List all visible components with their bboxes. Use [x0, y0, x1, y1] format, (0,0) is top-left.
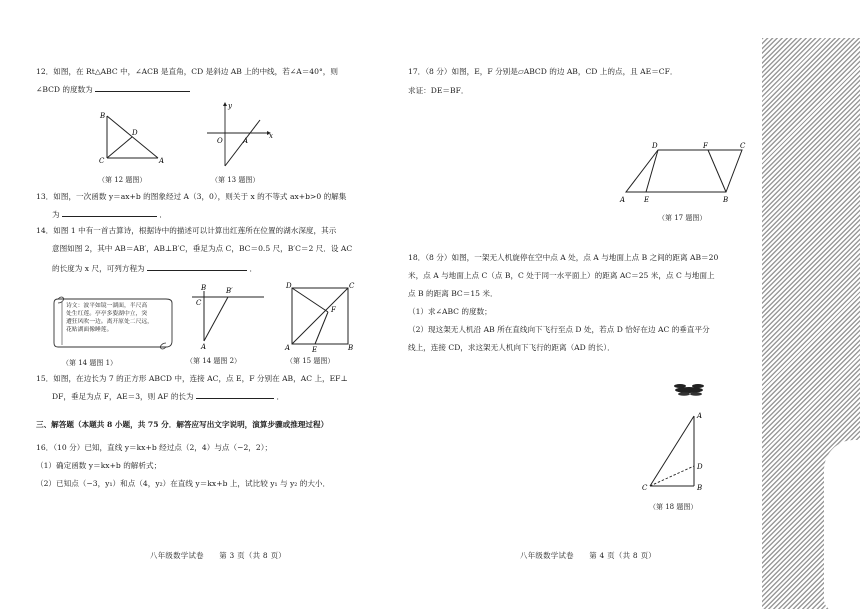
f13-label-a: A: [243, 137, 249, 145]
drone-icon: [674, 384, 704, 396]
q17-caption: （第 17 题图）: [658, 214, 707, 222]
q15-line2: DF，垂足为点 F，AE＝3，则 AF 的长为 ．: [52, 392, 285, 401]
q13-caption: （第 13 题图）: [211, 176, 260, 184]
q12-line2: ∠BCD 的度数为: [36, 83, 190, 95]
f18-label-c: C: [642, 484, 648, 492]
q18-line1: 18．（8 分）如图，一架无人机旋停在空中点 A 处，点 A 与地面上点 B 之间的距离 AB＝20: [408, 253, 719, 262]
f17-label-e: E: [644, 196, 650, 204]
f13-label-o: O: [217, 137, 223, 145]
f15-label-b: B: [348, 344, 354, 352]
section-3-heading: 三、解答题（本题共 8 小题，共 75 分．解答应写出文字说明，演算步骤或推理过程）: [36, 420, 329, 429]
f15-label-c: C: [349, 282, 355, 290]
q12-line1: 12．如图，在 Rt△ABC 中，∠ACB 是直角，CD 是斜边 AB 上的中线，若∠A＝40°，则: [36, 67, 338, 76]
f15-label-a: A: [285, 344, 291, 352]
f12-label-b: B: [100, 112, 106, 120]
q13-line2: 为 ．: [52, 210, 168, 219]
q15-line1: 15．如图，在边长为 7 的正方形 ABCD 中，连接 AC，点 E，F 分别在 AB，AC 上，EF⊥: [36, 374, 348, 383]
f17-label-f: F: [703, 142, 708, 150]
f13-label-x: x: [269, 132, 273, 140]
f15-label-d: D: [286, 282, 292, 290]
q16-line2: （1）确定函数 y＝kx+b 的解析式；: [36, 461, 162, 470]
figure-18: [632, 376, 722, 496]
f12-label-d: D: [132, 129, 138, 137]
f17-label-b: B: [723, 196, 729, 204]
f17-label-d: D: [652, 142, 658, 150]
q13-line1: 13．如图，一次函数 y＝ax+b 的图象经过 A（3，0），则关于 x 的不等式 ax+b>0 的解集: [36, 192, 347, 201]
q14-caption-2: （第 14 题图 2）: [186, 357, 242, 365]
q16-line1: 16．（10 分）已知，直线 y＝kx+b 经过点（2，4）与点（−2，2）；: [36, 443, 273, 452]
q18-line5: （2）现这架无人机沿 AB 所在直线向下飞行至点 D 处，若点 D 恰好在边 AC 的垂直平分: [408, 325, 710, 334]
q18-line6: 线上，连接 CD，求这架无人机向下飞行的距离（AD 的长）．: [408, 343, 615, 352]
q18-line2: 米，点 A 与地面上点 C（点 B，C 处于同一水平面上）的距离 AC＝25 米，点 C 与地面上: [408, 271, 715, 280]
figure-15: [282, 282, 357, 354]
f15-label-e: E: [312, 346, 318, 354]
f14-label-c: C: [196, 299, 202, 307]
figure-17: [614, 142, 744, 208]
f14-label-b-prime: B′: [226, 287, 233, 295]
q18-caption: （第 18 题图）: [649, 503, 698, 511]
q14-line1: 14．如图 1 中有一首古算诗，根据诗中的描述可以计算出红莲所在位置的湖水深度，其示: [36, 226, 337, 235]
figure-13: [205, 100, 280, 170]
q14-poem: 诗文：波平如镜一湖面，半尺高 处生红莲。亭亭多姿湖中立，突 遭狂风吹一边。离开原处二尺远， 花贴湖面像睡莲。: [66, 303, 153, 333]
q14-caption-1: （第 14 题图 1）: [62, 359, 118, 367]
q12-caption: （第 12 题图）: [98, 176, 147, 184]
f17-label-a: A: [620, 196, 626, 204]
q12-answer-blank[interactable]: [95, 83, 190, 92]
f17-label-c: C: [740, 142, 746, 150]
f12-label-a: A: [159, 157, 165, 165]
q17-line1: 17．（8 分）如图，E，F 分别是▱ABCD 的边 AB，CD 上的点，且 AE＝CF．: [408, 67, 678, 76]
f12-label-c: C: [99, 157, 105, 165]
figure-12: [92, 108, 172, 168]
f14-label-a: A: [201, 343, 207, 351]
f18-label-b: B: [697, 484, 703, 492]
right-page-footer: 八年级数学试卷 第 4 页（共 8 页）: [520, 551, 656, 560]
f18-label-a: A: [697, 412, 703, 420]
binding-margin-blank: [824, 440, 860, 610]
q17-line2: 求证：DE＝BF．: [408, 86, 469, 95]
f13-label-y: y: [228, 102, 232, 110]
figure-14-2: [188, 285, 268, 350]
f18-label-d: D: [697, 463, 703, 471]
q18-line3: 点 B 的距离 BC＝15 米．: [408, 289, 498, 298]
q15-caption: （第 15 题图）: [286, 357, 335, 365]
q14-answer-blank[interactable]: [147, 262, 247, 271]
q16-line3: （2）已知点（−3，y₁）和点（4，y₂）在直线 y＝kx+b 上，试比较 y₁ 与 y₂ 的大小．: [36, 479, 331, 488]
q13-answer-blank[interactable]: [62, 208, 157, 217]
q14-line2: 意图如图 2，其中 AB＝AB′，AB⊥B′C，垂足为点 C，BC＝0.5 尺，B′C＝2 尺．设 AC: [52, 244, 353, 253]
q14-line3: 的长度为 x 尺，可列方程为 ．: [52, 264, 258, 273]
q18-line4: （1）求∠ABC 的度数；: [408, 307, 492, 316]
f15-label-f: F: [331, 306, 336, 314]
f14-label-b: B: [201, 284, 207, 292]
left-page-footer: 八年级数学试卷 第 3 页（共 8 页）: [150, 551, 286, 560]
q15-answer-blank[interactable]: [196, 390, 274, 399]
